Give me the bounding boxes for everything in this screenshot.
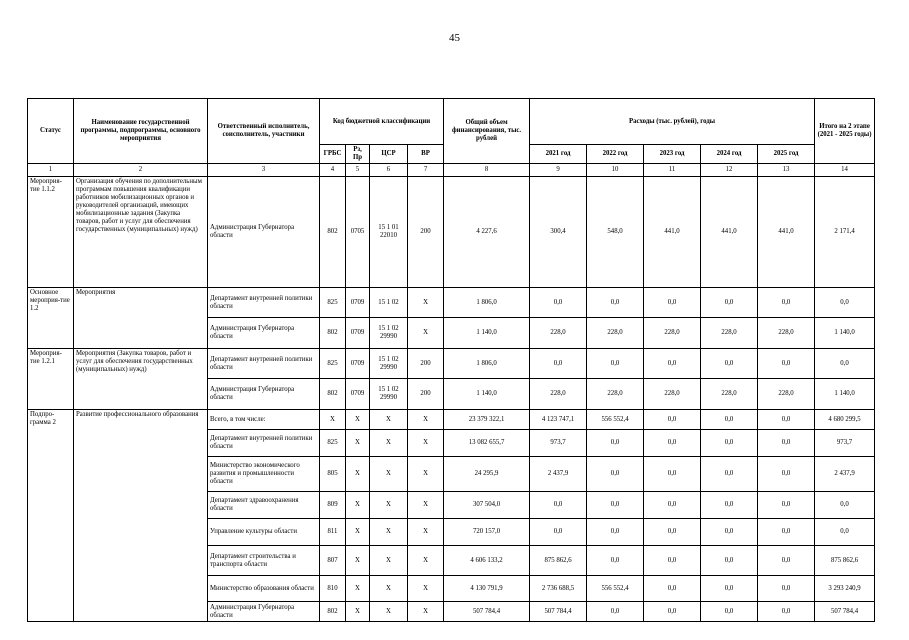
itogo-cell: 2 437,9 <box>815 457 875 492</box>
executor-cell: Департамент внутренней политики области <box>208 288 320 318</box>
y2024-cell: 0,0 <box>701 546 758 576</box>
vr-cell: 200 <box>408 349 444 379</box>
y2022-cell: 0,0 <box>587 457 644 492</box>
y2021-cell: 300,4 <box>530 177 587 288</box>
y2022-cell: 0,0 <box>587 519 644 546</box>
y2024-cell: 441,0 <box>701 177 758 288</box>
y2025-cell: 0,0 <box>758 492 815 519</box>
grbs-cell: 802 <box>320 318 346 349</box>
csr-cell: Х <box>370 430 408 457</box>
column-number: 11 <box>644 164 701 177</box>
name-cell: Организация обучения по дополнительным программам повышения квалификации работников мобилизационных органов и руководителей организаций, имеющих мобилизационные задания (Закупка товаров, работ и услуг для обеспечения государственных (муниципальных) нужд) <box>74 177 208 288</box>
total-cell: 1 806,0 <box>444 288 530 318</box>
itogo-cell: 3 293 240,9 <box>815 576 875 602</box>
header-itogo: Итого на 2 этапе (2021 - 2025 годы) <box>815 99 875 164</box>
column-number: 6 <box>370 164 408 177</box>
y2025-cell: 0,0 <box>758 576 815 602</box>
header-rzpr: Рз, Пр <box>346 145 370 164</box>
header-name: Наименование государственной программы, подпрограммы, основного мероприятия <box>74 99 208 164</box>
vr-cell: Х <box>408 519 444 546</box>
y2021-cell: 4 123 747,1 <box>530 410 587 430</box>
y2021-cell: 973,7 <box>530 430 587 457</box>
executor-cell: Департамент здравоохранения области <box>208 492 320 519</box>
grbs-cell: 802 <box>320 379 346 410</box>
executor-cell: Департамент внутренней политики области <box>208 430 320 457</box>
y2025-cell: 228,0 <box>758 379 815 410</box>
y2025-cell: 0,0 <box>758 288 815 318</box>
y2022-cell: 228,0 <box>587 379 644 410</box>
y2024-cell: 0,0 <box>701 457 758 492</box>
y2023-cell: 0,0 <box>644 430 701 457</box>
column-number: 3 <box>208 164 320 177</box>
total-cell: 1 140,0 <box>444 379 530 410</box>
header-2023: 2023 год <box>644 145 701 164</box>
itogo-cell: 1 140,0 <box>815 379 875 410</box>
y2023-cell: 0,0 <box>644 576 701 602</box>
itogo-cell: 0,0 <box>815 519 875 546</box>
itogo-cell: 507 784,4 <box>815 602 875 622</box>
column-number: 10 <box>587 164 644 177</box>
csr-cell: Х <box>370 519 408 546</box>
column-number: 14 <box>815 164 875 177</box>
y2021-cell: 875 862,6 <box>530 546 587 576</box>
header-csr: ЦСР <box>370 145 408 164</box>
csr-cell: Х <box>370 410 408 430</box>
itogo-cell: 0,0 <box>815 349 875 379</box>
csr-cell: Х <box>370 602 408 622</box>
csr-cell: Х <box>370 576 408 602</box>
column-number: 12 <box>701 164 758 177</box>
table-row <box>28 177 875 288</box>
total-cell: 23 379 322,1 <box>444 410 530 430</box>
column-number: 2 <box>74 164 208 177</box>
executor-cell: Всего, в том числе: <box>208 410 320 430</box>
table-row <box>28 410 875 430</box>
y2021-cell: 507 784,4 <box>530 602 587 622</box>
executor-cell: Департамент внутренней политики области <box>208 349 320 379</box>
page-number: 45 <box>449 32 460 44</box>
csr-cell: Х <box>370 546 408 576</box>
y2022-cell: 0,0 <box>587 546 644 576</box>
table-row <box>28 349 875 379</box>
y2023-cell: 0,0 <box>644 519 701 546</box>
y2025-cell: 0,0 <box>758 546 815 576</box>
column-number: 8 <box>444 164 530 177</box>
y2022-cell: 548,0 <box>587 177 644 288</box>
csr-cell: Х <box>370 492 408 519</box>
total-cell: 13 082 655,7 <box>444 430 530 457</box>
rzpr-cell: Х <box>346 410 370 430</box>
total-cell: 4 606 133,2 <box>444 546 530 576</box>
vr-cell: 200 <box>408 177 444 288</box>
y2022-cell: 228,0 <box>587 318 644 349</box>
y2024-cell: 0,0 <box>701 288 758 318</box>
executor-cell: Министерство образования области <box>208 576 320 602</box>
y2023-cell: 441,0 <box>644 177 701 288</box>
column-number: 13 <box>758 164 815 177</box>
vr-cell: Х <box>408 318 444 349</box>
rzpr-cell: Х <box>346 430 370 457</box>
executor-cell: Министерство экономического развития и промышленности области <box>208 457 320 492</box>
csr-cell: 15 1 01 22010 <box>370 177 408 288</box>
y2025-cell: 0,0 <box>758 410 815 430</box>
header-2022: 2022 год <box>587 145 644 164</box>
rzpr-cell: Х <box>346 519 370 546</box>
header-status: Статус <box>28 99 74 164</box>
y2025-cell: 0,0 <box>758 602 815 622</box>
total-cell: 4 227,6 <box>444 177 530 288</box>
y2025-cell: 441,0 <box>758 177 815 288</box>
csr-cell: 15 1 02 29990 <box>370 318 408 349</box>
column-number: 7 <box>408 164 444 177</box>
rzpr-cell: Х <box>346 576 370 602</box>
y2021-cell: 0,0 <box>530 519 587 546</box>
name-cell: Мероприятия <box>74 288 208 349</box>
y2024-cell: 0,0 <box>701 602 758 622</box>
vr-cell: Х <box>408 430 444 457</box>
grbs-cell: Х <box>320 410 346 430</box>
csr-cell: Х <box>370 457 408 492</box>
itogo-cell: 0,0 <box>815 492 875 519</box>
header-2025: 2025 год <box>758 145 815 164</box>
rzpr-cell: 0709 <box>346 379 370 410</box>
rzpr-cell: 0709 <box>346 288 370 318</box>
itogo-cell: 875 862,6 <box>815 546 875 576</box>
y2023-cell: 0,0 <box>644 349 701 379</box>
y2022-cell: 0,0 <box>587 288 644 318</box>
executor-cell: Администрация Губернатора области <box>208 318 320 349</box>
header-total-volume: Общий объем финансирования, тыс. рублей <box>444 99 530 164</box>
y2025-cell: 0,0 <box>758 457 815 492</box>
table-row <box>28 288 875 318</box>
name-cell: Мероприятия (Закупка товаров, работ и услуг для обеспечения государственных (муниципальных) нужд) <box>74 349 208 410</box>
status-cell: Подпро-грамма 2 <box>28 410 74 622</box>
grbs-cell: 825 <box>320 349 346 379</box>
vr-cell: Х <box>408 492 444 519</box>
vr-cell: Х <box>408 410 444 430</box>
column-number: 1 <box>28 164 74 177</box>
header-executor: Ответственный исполнитель, соисполнитель, участники <box>208 99 320 164</box>
grbs-cell: 805 <box>320 457 346 492</box>
y2023-cell: 0,0 <box>644 457 701 492</box>
rzpr-cell: 0709 <box>346 318 370 349</box>
vr-cell: Х <box>408 576 444 602</box>
status-cell: Мероприя-тие 1.2.1 <box>28 349 74 410</box>
column-number-row <box>28 164 875 177</box>
y2025-cell: 0,0 <box>758 349 815 379</box>
y2024-cell: 0,0 <box>701 492 758 519</box>
grbs-cell: 811 <box>320 519 346 546</box>
vr-cell: Х <box>408 457 444 492</box>
y2021-cell: 2 736 688,5 <box>530 576 587 602</box>
vr-cell: Х <box>408 546 444 576</box>
vr-cell: Х <box>408 602 444 622</box>
total-cell: 4 130 791,9 <box>444 576 530 602</box>
y2024-cell: 228,0 <box>701 379 758 410</box>
y2024-cell: 0,0 <box>701 410 758 430</box>
budget-table <box>27 98 875 622</box>
y2022-cell: 556 552,4 <box>587 410 644 430</box>
header-expenses: Расходы (тыс. рублей), годы <box>530 99 815 145</box>
header-grbs: ГРБС <box>320 145 346 164</box>
rzpr-cell: Х <box>346 546 370 576</box>
column-number: 5 <box>346 164 370 177</box>
total-cell: 307 504,0 <box>444 492 530 519</box>
grbs-cell: 802 <box>320 177 346 288</box>
status-cell: Мероприя-тие 1.1.2 <box>28 177 74 288</box>
header-2021: 2021 год <box>530 145 587 164</box>
name-cell: Развитие профессионального образования <box>74 410 208 622</box>
csr-cell: 15 1 02 29990 <box>370 379 408 410</box>
column-number: 9 <box>530 164 587 177</box>
y2021-cell: 0,0 <box>530 349 587 379</box>
y2021-cell: 2 437,9 <box>530 457 587 492</box>
y2025-cell: 228,0 <box>758 318 815 349</box>
y2023-cell: 0,0 <box>644 288 701 318</box>
grbs-cell: 825 <box>320 430 346 457</box>
y2025-cell: 0,0 <box>758 430 815 457</box>
y2023-cell: 0,0 <box>644 492 701 519</box>
csr-cell: 15 1 02 <box>370 288 408 318</box>
executor-cell: Управление культуры области <box>208 519 320 546</box>
y2024-cell: 0,0 <box>701 576 758 602</box>
status-cell: Основное мероприя-тие 1.2 <box>28 288 74 349</box>
grbs-cell: 825 <box>320 288 346 318</box>
rzpr-cell: Х <box>346 602 370 622</box>
vr-cell: 200 <box>408 379 444 410</box>
header-vr: ВР <box>408 145 444 164</box>
grbs-cell: 807 <box>320 546 346 576</box>
executor-cell: Департамент строительства и транспорта области <box>208 546 320 576</box>
header-budget-code: Код бюджетной классификации <box>320 99 444 145</box>
y2022-cell: 0,0 <box>587 602 644 622</box>
executor-cell: Администрация Губернатора области <box>208 602 320 622</box>
rzpr-cell: Х <box>346 492 370 519</box>
rzpr-cell: 0709 <box>346 349 370 379</box>
y2023-cell: 228,0 <box>644 318 701 349</box>
rzpr-cell: Х <box>346 457 370 492</box>
y2022-cell: 0,0 <box>587 492 644 519</box>
total-cell: 720 157,0 <box>444 519 530 546</box>
y2022-cell: 0,0 <box>587 349 644 379</box>
itogo-cell: 2 171,4 <box>815 177 875 288</box>
grbs-cell: 802 <box>320 602 346 622</box>
total-cell: 1 806,0 <box>444 349 530 379</box>
column-number: 4 <box>320 164 346 177</box>
rzpr-cell: 0705 <box>346 177 370 288</box>
header-2024: 2024 год <box>701 145 758 164</box>
y2024-cell: 0,0 <box>701 430 758 457</box>
y2021-cell: 0,0 <box>530 492 587 519</box>
itogo-cell: 973,7 <box>815 430 875 457</box>
grbs-cell: 809 <box>320 492 346 519</box>
total-cell: 24 295,9 <box>444 457 530 492</box>
y2021-cell: 228,0 <box>530 379 587 410</box>
total-cell: 507 784,4 <box>444 602 530 622</box>
y2022-cell: 556 552,4 <box>587 576 644 602</box>
y2024-cell: 228,0 <box>701 318 758 349</box>
itogo-cell: 1 140,0 <box>815 318 875 349</box>
y2024-cell: 0,0 <box>701 519 758 546</box>
itogo-cell: 0,0 <box>815 288 875 318</box>
y2023-cell: 0,0 <box>644 546 701 576</box>
y2024-cell: 0,0 <box>701 349 758 379</box>
y2021-cell: 228,0 <box>530 318 587 349</box>
y2022-cell: 0,0 <box>587 430 644 457</box>
executor-cell: Администрация Губернатора области <box>208 379 320 410</box>
y2025-cell: 0,0 <box>758 519 815 546</box>
y2023-cell: 0,0 <box>644 602 701 622</box>
y2021-cell: 0,0 <box>530 288 587 318</box>
csr-cell: 15 1 02 29990 <box>370 349 408 379</box>
itogo-cell: 4 680 299,5 <box>815 410 875 430</box>
y2023-cell: 0,0 <box>644 410 701 430</box>
grbs-cell: 810 <box>320 576 346 602</box>
executor-cell: Администрация Губернатора области <box>208 177 320 288</box>
total-cell: 1 140,0 <box>444 318 530 349</box>
vr-cell: Х <box>408 288 444 318</box>
y2023-cell: 228,0 <box>644 379 701 410</box>
